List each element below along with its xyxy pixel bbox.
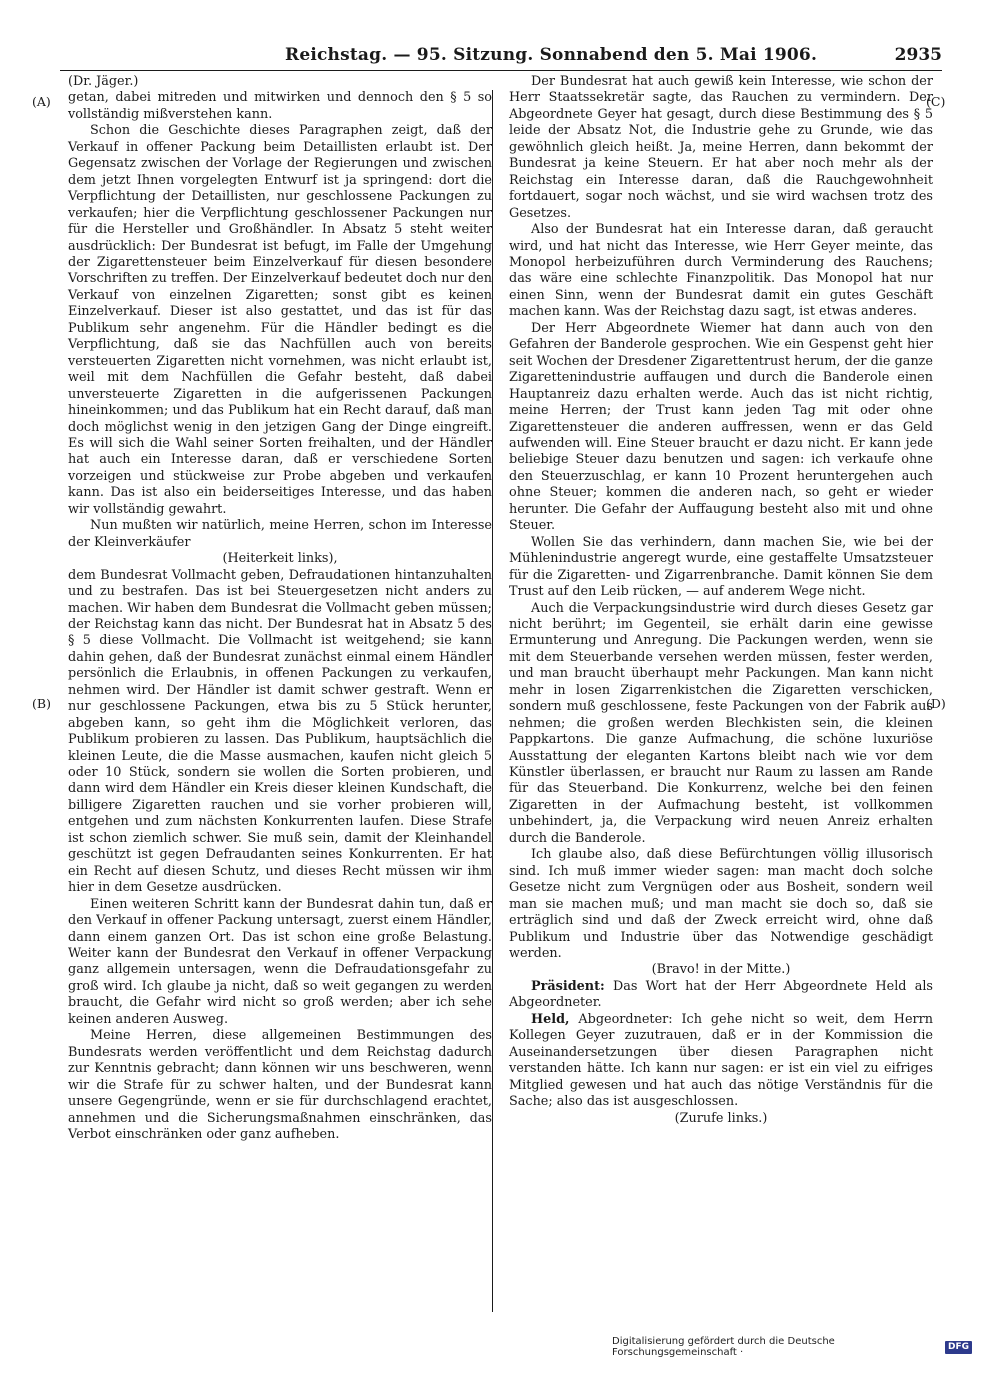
paragraph: Nun mußten wir natürlich, meine Herren, schon im Interesse der Kleinverkäufer xyxy=(68,518,492,550)
header-rule xyxy=(60,70,942,71)
paragraph: Wollen Sie das verhindern, dann machen Sie, wie bei der Mühlenindustrie angeregt wurde, eine gestaffelte Umsatzsteuer für die Zigaretten- und Zigarrenbranche. Damit können Sie dem Trust auf den Leib rücken, — auf anderem Wege nicht. xyxy=(509,534,933,600)
footer xyxy=(612,1336,972,1358)
margin-marker-b: (B) xyxy=(32,696,51,711)
speaker-name: Held, xyxy=(531,1011,570,1027)
interjection: (Bravo! in der Mitte.) xyxy=(651,962,791,978)
speech-start xyxy=(509,1012,933,1111)
paragraph: Also der Bundesrat hat ein Interesse daran, daß geraucht wird, und hat nicht das Interesse, wie Herr Geyer meinte, das Monopol herbeizuführen durch Verminderung des Rauchens; das wäre eine schlechte Finanzpolitik. Das Monopol hat nur einen Sinn, wenn der Bundesrat damit ein gutes Geschäft machen kann. Was der Reichstag dazu sagt, ist etwas anderes. xyxy=(509,222,933,320)
paragraph: Der Herr Abgeordnete Wiemer hat dann auch von den Gefahren der Banderole gesprochen. Wie ein Gespenst geht hier seit Wochen der Dresdener Zigarettentrust herum, der die ganze Zigarettenindustrie auffaugen und durch die Banderole einen Hauptanreiz dazu erhalten werde. Auch das ist nicht richtig, meine Herren; der Trust kann jeden Tag mit oder ohne Zigarettensteuer die anderen auffressen, wenn er das Geld aufwenden will. Eine Steuer braucht er dazu nicht. Er kann jede beliebige Steuer dazu benutzen und sagen: ich verkaufe ohne den Steuerzuschlag, er kann 10 Prozent heruntergehen auch ohne Steuer; kommen die anderen nach, so geht er wieder herunter. Die Gefahr der Auffaugung besteht also mit und ohne Steuer. xyxy=(509,320,933,534)
footer-credit: Digitalisierung gefördert durch die Deutsche Forschungsgemeinschaft · xyxy=(612,1336,835,1358)
left-column xyxy=(68,74,492,1143)
page-number: 2935 xyxy=(894,45,942,65)
president-statement xyxy=(509,979,933,1012)
margin-marker-c: (C) xyxy=(926,94,946,109)
statement-text: Das Wort hat der Herr Abgeordnete Held als Abgeordneter. xyxy=(509,978,933,1011)
speaker-continuation-head: (Dr. Jäger.) xyxy=(68,74,139,89)
running-title: Reichstag. — 95. Sitzung. Sonnabend den 5. Mai 1906. xyxy=(285,45,818,65)
interjection: (Heiterkeit links), xyxy=(222,551,338,567)
paragraph: Ich glaube also, daß diese Befürchtungen völlig illusorisch sind. Ich muß immer wieder sagen: man macht doch solche Gesetze nicht zum Vergnügen oder aus Bosheit, sondern weil man sie machen muß; und man macht sie doch so, daß sie erträglich sind und daß der Zweck erreicht wird, ohne daß Publikum und Industrie über das Notwendige geschädigt werden. xyxy=(509,847,933,962)
dfg-logo-icon: DFG xyxy=(945,1341,972,1354)
paragraph: dem Bundesrat Vollmacht geben, Defraudationen hintanzuhalten und zu bestrafen. Das ist bei Steuergesetzen nicht anders zu machen. Wir haben dem Bundesrat die Vollmacht geben müssen; der Reichstag kann das nicht. Der Bundesrat hat in Absatz 5 des § 5 diese Vollmacht. Die Vollmacht ist weitgehend; sie kann dahin gehen, daß der Bundesrat zunächst einmal einem Händler persönlich die Erlaubnis, in offenen Packungen zu verkaufen, nehmen wird. Der Händler ist damit schwer gestraft. Wenn er nur geschlossene Packungen, etwa bis zu 5 Stück herunter, abgeben kann, so geht ihm die Möglichkeit verloren, das Publikum probieren zu lassen. Das Publikum, hauptsächlich die kleinen Leute, die die Masse ausmachen, kaufen nicht gleich 5 oder 10 Stück, sondern sie wollen die Sorten probieren, und dann wird dem Händler ein Kreis dieser kleinen Kundschaft, die billigere Zigaretten rauchen und sie vorher probieren will, entgehen und zum nächsten Konkurrenten laufen. Diese Strafe ist schon ziemlich schwer. Sie muß sein, damit der Kleinhandel geschützt ist gegen Defraudanten seines Konkurrenten. Er hat ein Recht auf diesen Schutz, und dieses Recht müssen wir ihm hier in dem Gesetze ausdrücken. xyxy=(68,567,492,896)
paragraph: Einen weiteren Schritt kann der Bundesrat dahin tun, daß er den Verkauf in offener Packung untersagt, zuerst einem Händler, dann einem ganzen Ort. Das ist schon eine große Belastung. Weiter kann der Bundesrat den Verkauf in offener Verpackung ganz allgemein untersagen, wenn die Defraudationsgefahr zu groß wird. Ich glaube ja nicht, daß so weit gegangen zu werden braucht, die Gefahr wird nicht so groß werden; aber ich sehe keinen anderen Ausweg. xyxy=(68,896,492,1027)
speaker-name: Präsident: xyxy=(531,978,605,994)
paragraph: getan, dabei mitreden und mitwirken und dennoch den § 5 so vollständig mißverstehen kann. xyxy=(68,90,492,122)
margin-marker-a: (A) xyxy=(32,94,51,109)
column-divider xyxy=(492,90,493,1312)
page-header xyxy=(60,45,942,71)
margin-marker-d: (D) xyxy=(926,696,946,711)
interjection: (Zurufe links.) xyxy=(674,1110,768,1126)
paragraph: Der Bundesrat hat auch gewiß kein Interesse, wie schon der Herr Staatssekretär sagte, das Rauchen zu vermindern. Der Abgeordnete Geyer hat gesagt, durch diese Bestimmung des § 5 leide der Absatz Not, die Industrie gehe zu Grunde, wie das gewöhnlich gleich heißt. Ja, meine Herren, dann bekommt der Bundesrat ja keine Steuern. Er hat aber noch mehr als der Reichstag ein Interesse daran, daß die Rauchgewohnheit fortdauert, sogar noch wächst, und sie wird wachsen trotz des Gesetzes. xyxy=(509,74,933,221)
paragraph: Auch die Verpackungsindustrie wird durch dieses Gesetz gar nicht berührt; im Gegenteil, sie erhält darin eine gewisse Ermunterung und Anregung. Die Packungen werden, wenn sie mit dem Steuerbande versehen werden müssen, fester werden, und man braucht überhaupt mehr Packungen. Man kann nicht mehr in losen Zigarrenkistchen die Zigaretten verschicken, sondern muß geschlossene, feste Packungen von der Fabrik aus nehmen; die großen werden Blechkisten sein, die kleinen Pappkartons. Die ganze Aufmachung, die schöne luxuriöse Ausstattung der eleganten Kartons bleibt nach wie vor dem Künstler überlassen, er braucht nur Raum zu lassen am Rande für das Steuerband. Die Konkurrenz, welche bei den feinen Zigaretten in der Aufmachung besteht, ist vollkommen unbehindert, ja, die Verpackung wird neuen Anreiz erhalten durch die Banderole. xyxy=(509,600,933,846)
statement-text: Abgeordneter: Ich gehe nicht so weit, dem Herrn Kollegen Geyer zuzutrauen, daß er in der Kommission die Auseinandersetzungen über diesen Paragraphen nicht verstanden hätte. Ich kann nur sagen: er ist ein viel zu eifriges Mitglied gewesen und hat auch das nötige Verständnis für die Sache; also das ist ausgeschlossen. xyxy=(509,1011,933,1110)
paragraph: Meine Herren, diese allgemeinen Bestimmungen des Bundesrats werden veröffentlicht und dem Reichstag dadurch zur Kenntnis gebracht; dann können wir uns beschweren, wenn wir die Strafe für zu schwer halten, und der Bundesrat kann unsere Gegengründe, wenn er sie für durchschlagend erachtet, annehmen und die Sicherungsmaßnahmen einschränken, das Verbot einschränken oder ganz aufheben. xyxy=(68,1028,492,1142)
right-column xyxy=(509,74,933,1127)
paragraph: Schon die Geschichte dieses Paragraphen zeigt, daß der Verkauf in offener Packung beim Detaillisten erlaubt ist. Der Gegensatz zwischen der Vorlage der Regierungen und zwischen dem jetzt Ihnen vorgelegten Entwurf ist ja springend: dort die Verpflichtung der Detaillisten, nur geschlossene Packungen zu verkaufen; hier die Verpflichtung geschlossener Packungen nur für die Hersteller und Großhändler. In Absatz 5 steht weiter ausdrücklich: Der Bundesrat ist befugt, im Falle der Umgehung der Zigarettensteuer beim Einzelverkauf für diesen besondere Vorschriften zu treffen. Der Einzelverkauf bedeutet doch nur den Verkauf von einzelnen Zigaretten; sonst gibt es keinen Einzelverkauf. Dieser ist also gestattet, und das ist für das Publikum sehr angenehm. Für die Händler bedingt es die Verpflichtung, daß sie das Nachfüllen auch von bereits versteuerten Zigaretten nicht vornehmen, was nicht erlaubt ist, weil mit dem Nachfüllen die Gefahr besteht, daß dabei unversteuerte Zigaretten in die aufgerissenen Packungen hineinkommen; und das Publikum hat ein Recht darauf, daß man doch möglichst wenig in den jetzigen Gang der Dinge eingreift. Es will sich die Wahl seiner Sorten freihalten, und der Händler hat auch ein Interesse daran, daß er verschiedene Sorten vorzeigen und stückweise zur Probe abgeben und verkaufen kann. Das ist also ein beiderseitiges Interesse, und das haben wir vollständig gewahrt. xyxy=(68,123,492,517)
